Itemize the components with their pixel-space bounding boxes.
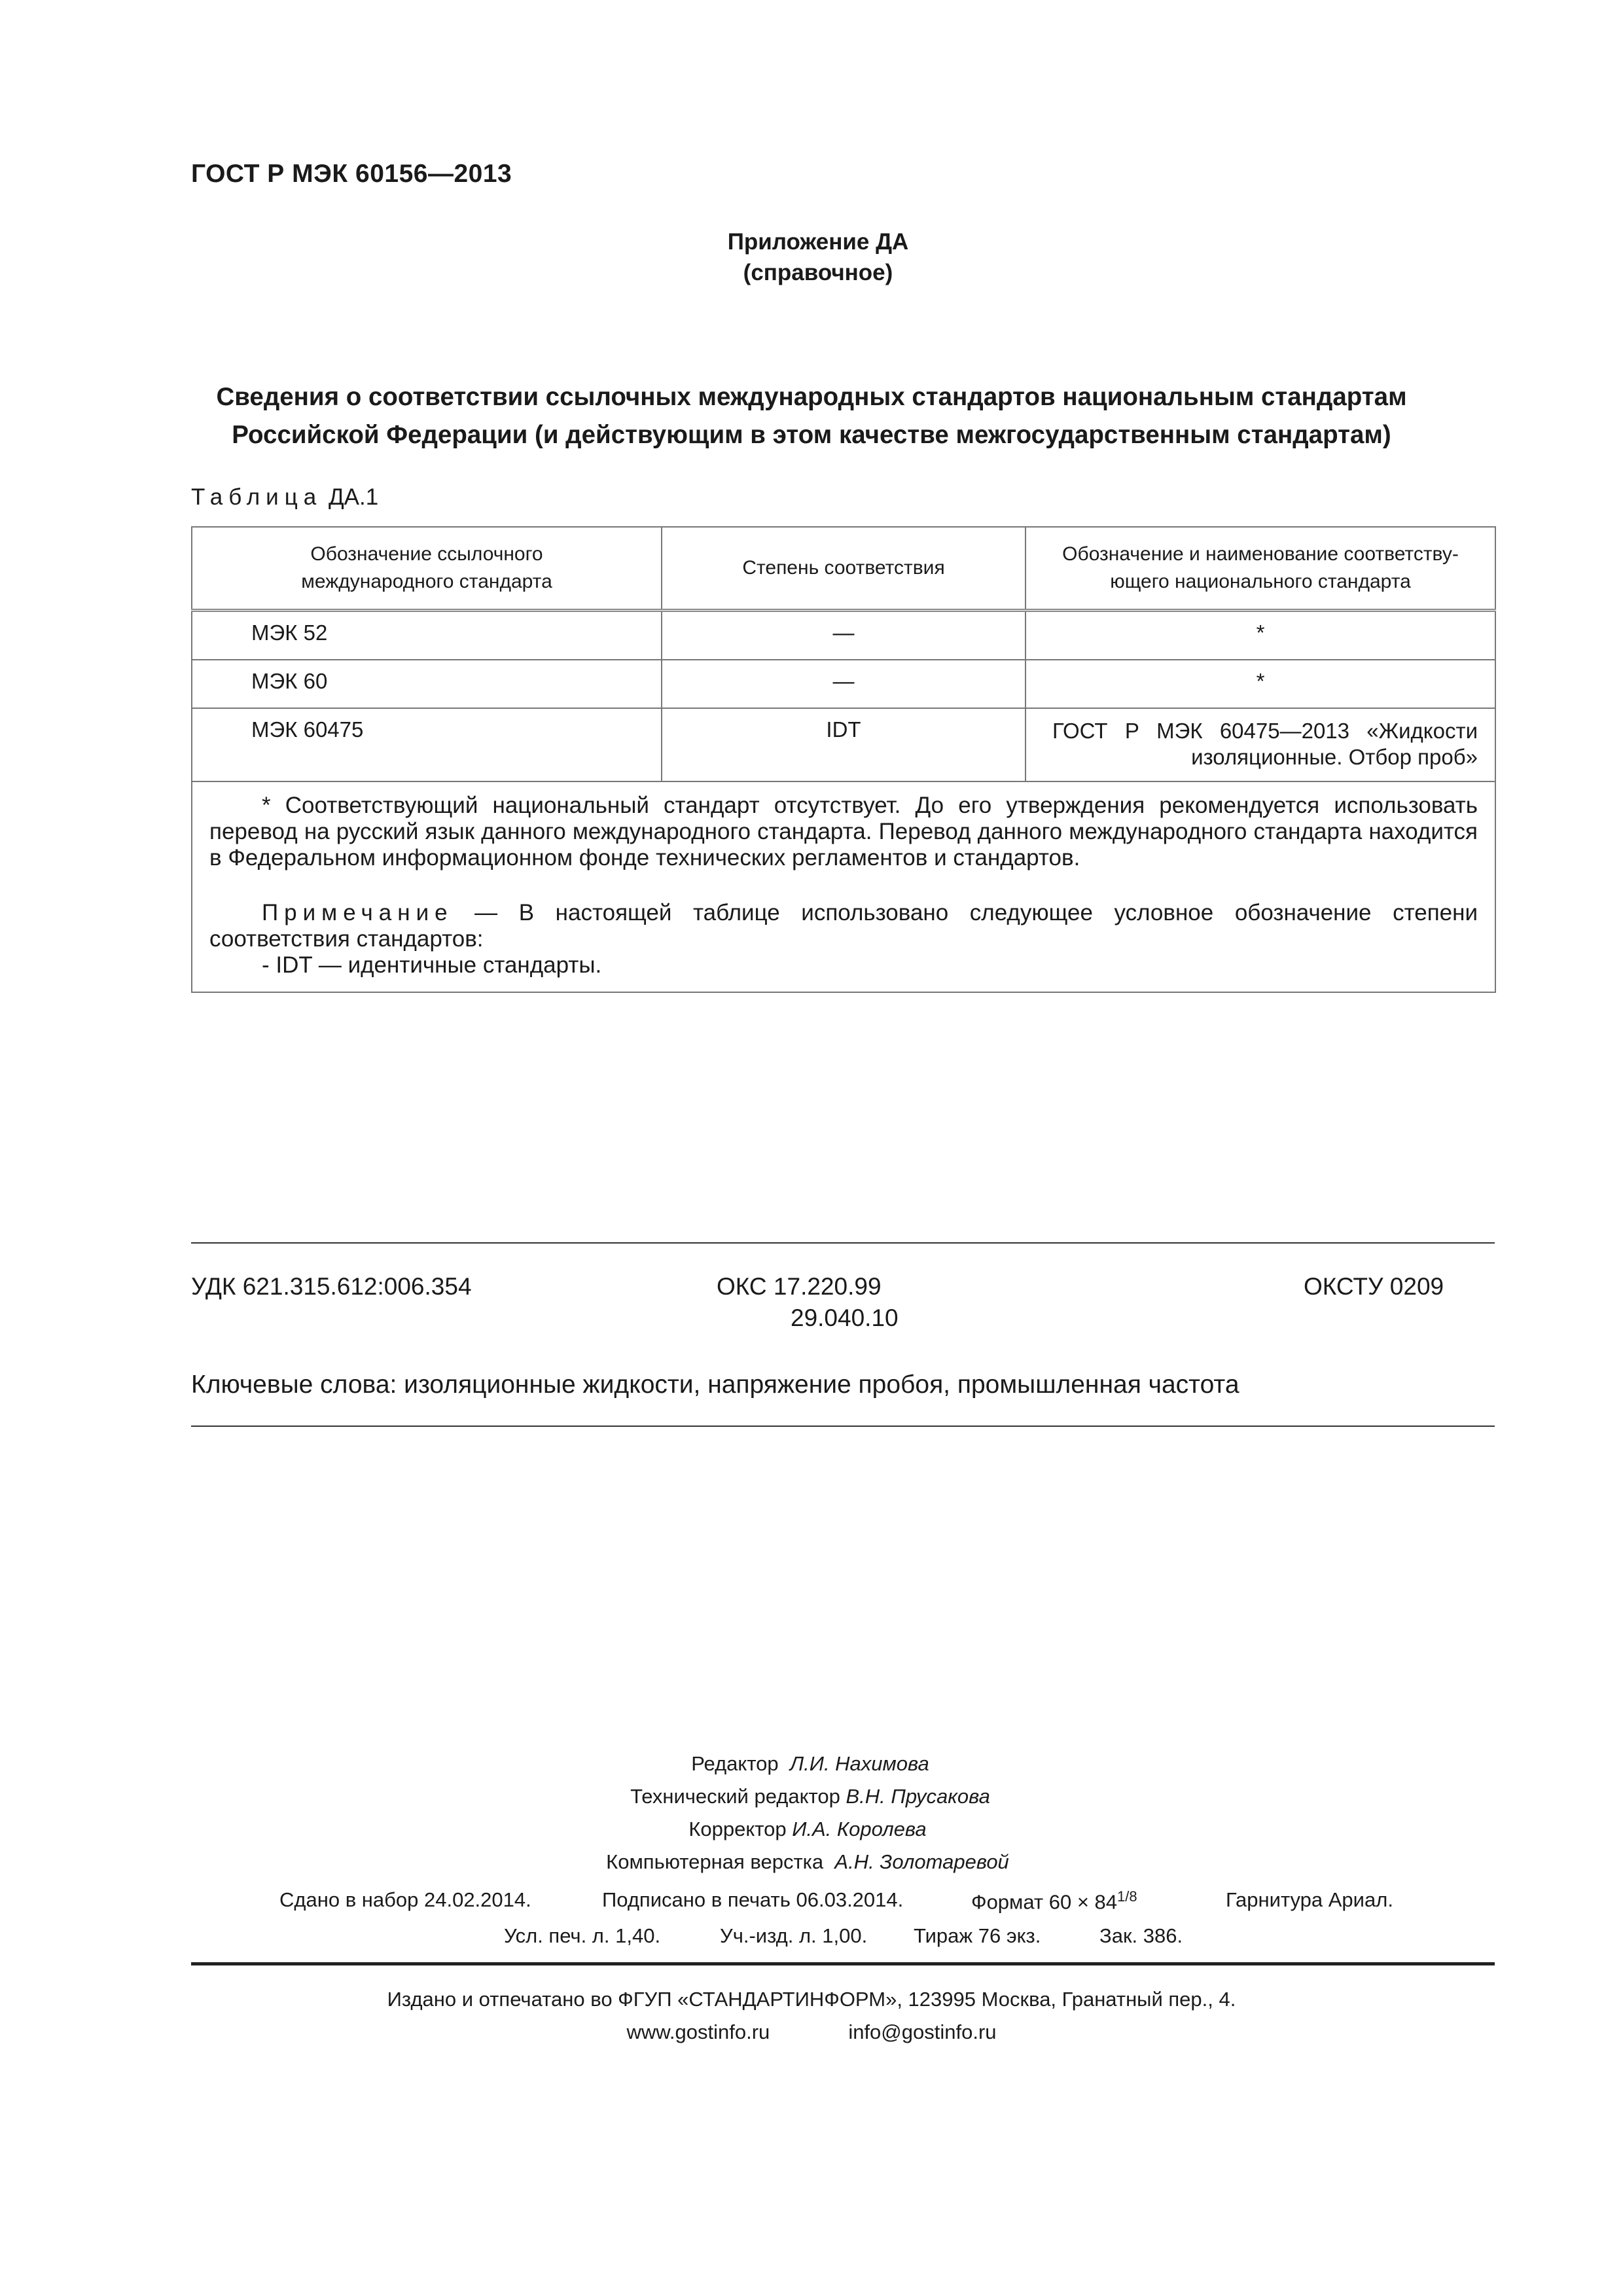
annex-kind: (справочное) xyxy=(743,260,893,285)
cell-degree: — xyxy=(662,611,1026,660)
document-code: ГОСТ Р МЭК 60156—2013 xyxy=(191,160,512,188)
col-header-national: Обозначение и наименование соответству-ющего национального стандарта xyxy=(1026,527,1495,611)
udk-code: УДК 621.315.612:006.354 xyxy=(191,1273,472,1300)
imprint xyxy=(0,1983,1623,2049)
table-note-item: - IDT — идентичные стандарты. xyxy=(262,952,602,978)
col-header-degree: Степень соответствия xyxy=(662,527,1026,611)
pub-format: Формат $60 \times 84^{1/8}$ xyxy=(971,1888,1137,1914)
table-label: Таблица ДА.1 xyxy=(191,484,379,510)
divider-thick xyxy=(191,1962,1495,1965)
pub-publishing-sheets: Уч.-изд. л. 1,00. xyxy=(720,1924,868,1947)
keywords: Ключевые слова: изоляционные жидкости, напряжение пробоя, промышленная частота xyxy=(191,1371,1240,1399)
pub-order: Зак. 386. xyxy=(1099,1924,1183,1947)
cell-reference: МЭК 52 xyxy=(192,611,662,660)
credits xyxy=(0,1748,1623,1878)
table-note-row xyxy=(192,781,1495,992)
cell-national: ГОСТ Р МЭК 60475—2013 «Жидкости изоляционные. Отбор проб» xyxy=(1026,708,1495,781)
credit-tech-editor: Технический редактор В.Н. Прусакова xyxy=(630,1785,990,1808)
table-note: Примечание — В настоящей таблице использовано следующее условное обозначение степени соответствия стандартов: xyxy=(209,900,1478,952)
heading-line-2: Российской Федерации (и действующим в этом качестве межгосударственным стандартам) xyxy=(232,421,1391,449)
email-link[interactable]: info@gostinfo.ru xyxy=(848,2020,997,2043)
oks-code-2: 29.040.10 xyxy=(791,1304,899,1331)
col-header-reference: Обозначение ссылочного международного стандарта xyxy=(192,527,662,611)
table-row xyxy=(192,708,1495,781)
pub-typeface: Гарнитура Ариал. xyxy=(1226,1888,1393,1911)
table-row xyxy=(192,611,1495,660)
heading-line-1: Сведения о соответствии ссылочных международных стандартов национальным стандартам xyxy=(216,383,1407,411)
pub-signed: Подписано в печать 06.03.2014. xyxy=(602,1888,904,1911)
table-footnote: * Соответствующий национальный стандарт отсутствует. До его утверждения рекомендуется использовать перевод на русский язык данного международного стандарта. Перевод данного международного стандарта находится в Федеральном информационном фонде технических регламентов и стандартов. xyxy=(209,793,1478,870)
cell-reference: МЭК 60 xyxy=(192,660,662,708)
table-notes xyxy=(192,781,1495,992)
table-row xyxy=(192,660,1495,708)
pub-sent: Сдано в набор 24.02.2014. xyxy=(279,1888,531,1911)
website-link[interactable]: www.gostinfo.ru xyxy=(626,2020,770,2043)
cell-degree: IDT xyxy=(662,708,1026,781)
annex-heading xyxy=(0,378,1623,454)
okstu-code: ОКСТУ 0209 xyxy=(1304,1273,1444,1300)
annex-title: Приложение ДА xyxy=(727,229,909,255)
pub-print-run: Тираж 76 экз. xyxy=(914,1924,1041,1947)
credit-editor: Редактор Л.И. Нахимова xyxy=(691,1752,929,1775)
divider xyxy=(191,1426,1495,1427)
cell-national: * xyxy=(1026,660,1495,708)
cell-reference: МЭК 60475 xyxy=(192,708,662,781)
reference-table xyxy=(191,526,1496,993)
credit-layout: Компьютерная верстка А.Н. Золотаревой xyxy=(606,1850,1009,1873)
oks-code: ОКС 17.220.99 xyxy=(717,1273,882,1300)
divider xyxy=(191,1242,1495,1244)
pub-print-sheets: Усл. печ. л. 1,40. xyxy=(504,1924,661,1947)
imprint-contacts xyxy=(0,2016,1623,2049)
cell-national: * xyxy=(1026,611,1495,660)
table-header-row xyxy=(192,527,1495,611)
imprint-publisher: Издано и отпечатано во ФГУП «СТАНДАРТИНФОРМ», 123995 Москва, Гранатный пер., 4. xyxy=(387,1988,1236,2011)
cell-degree: — xyxy=(662,660,1026,708)
credit-corrector: Корректор И.А. Королева xyxy=(688,1818,927,1840)
